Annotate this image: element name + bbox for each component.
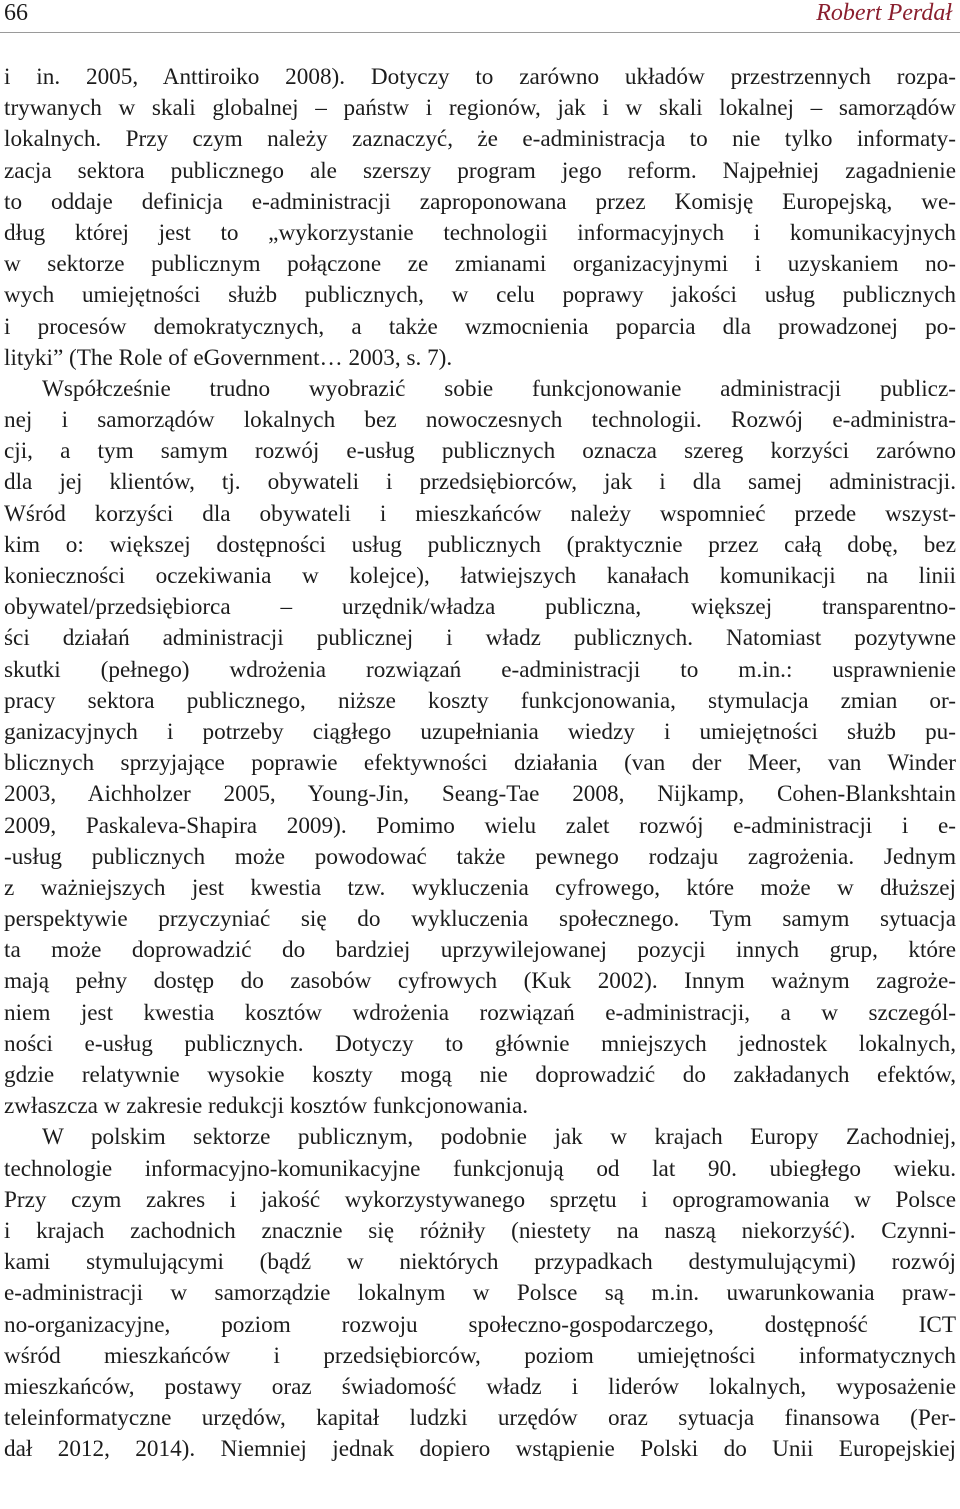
text-line: W polskim sektorze publicznym, podobnie jak w krajach Europy Zachodniej, xyxy=(42,1124,956,1151)
text-line: i krajach zachodnich znacznie się różniły (niestety na naszą niekorzyść). Czynni- xyxy=(4,1217,956,1244)
text-line: kami stymulującymi (bądź w niektórych przypadkach destymulującymi) rozwój xyxy=(4,1249,956,1276)
page-number: 66 xyxy=(4,0,28,26)
text-line: blicznych sprzyjające poprawie efektywności działania (van der Meer, van Winder xyxy=(4,750,956,777)
text-line: lityki” (The Role of eGovernment… 2003, s. 7). xyxy=(4,344,453,371)
text-line: zwłaszcza w zakresie redukcji kosztów funkcjonowania. xyxy=(4,1093,529,1120)
text-line: lokalnych. Przy czym należy zaznaczyć, że e-administracja to nie tylko informaty- xyxy=(4,126,956,153)
running-head-author: Robert Perdał xyxy=(816,0,952,26)
text-line: technologie informacyjno-komunikacyjne funkcjonują od lat 90. ubiegłego wieku. xyxy=(4,1155,956,1182)
page-header xyxy=(0,0,956,28)
text-line: obywatel/przedsiębiorca – urzędnik/władza publiczna, większej transparentno- xyxy=(4,594,956,621)
text-line: trywanych w skali globalnej – państw i regionów, jak i w skali lokalnej – samorządów xyxy=(4,95,956,122)
text-line: mają pełny dostęp do zasobów cyfrowych (Kuk 2002). Innym ważnym zagroże- xyxy=(4,968,956,995)
text-line: Wśród korzyści dla obywateli i mieszkańców należy wspomnieć przede wszyst- xyxy=(4,500,956,527)
text-line: ta może doprowadzić do bardziej uprzywilejowanej pozycji innych grup, które xyxy=(4,937,956,964)
text-line: ności e-usług publicznych. Dotyczy to głównie mniejszych jednostek lokalnych, xyxy=(4,1030,956,1057)
text-line: e-administracji w samorządzie lokalnym w Polsce są m.in. uwarunkowania praw- xyxy=(4,1280,956,1307)
text-line: skutki (pełnego) wdrożenia rozwiązań e-administracji to m.in.: usprawnienie xyxy=(4,656,956,683)
text-line: cji, a tym samym rozwój e-usług publicznych oznacza szereg korzyści zarówno xyxy=(4,438,956,465)
text-line: dla jej klientów, tj. obywateli i przedsiębiorców, jak i dla samej administracji. xyxy=(4,469,956,496)
text-line: teleinformatyczne urzędów, kapitał ludzki urzędów oraz sytuacja finansowa (Per- xyxy=(4,1405,956,1432)
text-line: kim o: większej dostępności usług publicznych (praktycznie przez całą dobę, bez xyxy=(4,531,956,558)
text-line: dług której jest to „wykorzystanie technologii informacyjnych i komunikacyjnych xyxy=(4,219,956,246)
text-line: i procesów demokratycznych, a także wzmocnienia poparcia dla prowadzonej po- xyxy=(4,313,956,340)
text-line: to oddaje definicja e-administracji zaproponowana przez Komisję Europejską, we- xyxy=(4,188,956,215)
text-line: perspektywie przyczyniać się do wykluczenia społecznego. Tym samym sytuacja xyxy=(4,906,956,933)
text-line: 2009, Paskaleva-Shapira 2009). Pomimo wielu zalet rozwój e-administracji i e- xyxy=(4,812,956,839)
text-line: ści działań administracji publicznej i władz publicznych. Natomiast pozytywne xyxy=(4,625,956,652)
body-text xyxy=(4,62,956,1465)
text-line: gdzie relatywnie wysokie koszty mogą nie doprowadzić do zakładanych efektów, xyxy=(4,1062,956,1088)
text-line: wśród mieszkańców i przedsiębiorców, poziom umiejętności informatycznych xyxy=(4,1342,956,1369)
text-line: Przy czym zakres i jakość wykorzystywanego sprzętu i oprogramowania w Polsce xyxy=(4,1186,956,1213)
text-line: pracy sektora publicznego, niższe koszty funkcjonowania, stymulacja zmian or- xyxy=(4,687,956,714)
text-line: 2003, Aichholzer 2005, Young-Jin, Seang-Tae 2008, Nijkamp, Cohen-Blankshtain xyxy=(4,781,956,808)
text-line: dał 2012, 2014). Niemniej jednak dopiero wstąpienie Polski do Unii Europejskiej xyxy=(4,1436,956,1463)
text-line: konieczności oczekiwania w kolejce), łatwiejszych kanałach komunikacji na linii xyxy=(4,563,956,589)
header-rule xyxy=(0,32,960,33)
text-line: -usług publicznych może powodować także pewnego rodzaju zagrożenia. Jednym xyxy=(4,843,956,870)
text-line: i in. 2005, Anttiroiko 2008). Dotyczy to zarówno układów przestrzennych rozpa- xyxy=(4,64,956,90)
text-line: ganizacyjnych i potrzeby ciągłego uzupełniania wiedzy i umiejętności służb pu- xyxy=(4,718,956,745)
text-line: no-organizacyjne, poziom rozwoju społeczno-gospodarczego, dostępność ICT xyxy=(4,1311,956,1338)
text-line: nej i samorządów lokalnych bez nowoczesnych technologii. Rozwój e-administra- xyxy=(4,407,956,434)
text-line: niem jest kwestia kosztów wdrożenia rozwiązań e-administracji, a w szczegól- xyxy=(4,999,956,1026)
text-line: mieszkańców, postawy oraz świadomość władz i liderów lokalnych, wyposażenie xyxy=(4,1373,956,1400)
text-line: zacja sektora publicznego ale szerszy program jego reform. Najpełniej zagadnienie xyxy=(4,157,956,184)
text-line: w sektorze publicznym połączone ze zmianami organizacyjnymi i uzyskaniem no- xyxy=(4,251,956,278)
text-line: wych umiejętności służb publicznych, w celu poprawy jakości usług publicznych xyxy=(4,282,956,309)
text-line: z ważniejszych jest kwestia tzw. wykluczenia cyfrowego, które może w dłuższej xyxy=(4,874,956,901)
text-line: Współcześnie trudno wyobrazić sobie funkcjonowanie administracji publicz- xyxy=(42,375,956,402)
